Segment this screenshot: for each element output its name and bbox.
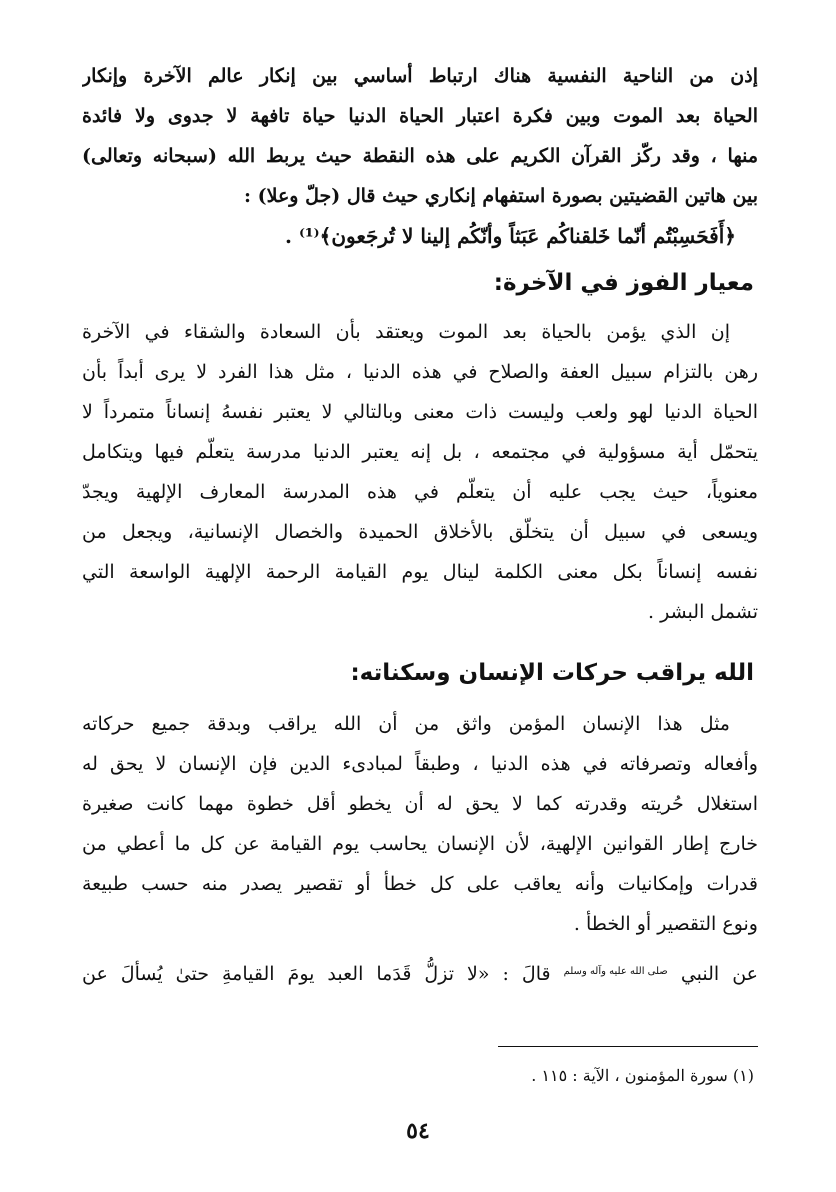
- text-line: منها ، وقد ركّز القرآن الكريم على هذه النقطة حيث يربط الله (سبحانه وتعالى): [82, 145, 758, 167]
- text-line: رهن بالتزام سبيل العفة والصلاح في هذه الدنيا ، مثل هذا الفرد لا يرى أبداً بأن: [82, 361, 758, 383]
- text-line: خارج إطار القوانين الإلهية، لأن الإنسان يحاسب يوم القيامة عن كل ما أعطي من: [82, 833, 758, 855]
- section-heading-criterion: معيار الفوز في الآخرة:: [493, 270, 754, 296]
- text-line: قدرات وإمكانيات وأنه يعاقب على كل خطأ أو تقصير يصدر منه حسب طبيعة: [82, 873, 758, 895]
- page-number: ٥٤: [406, 1118, 430, 1144]
- text-line: تشمل البشر .: [648, 601, 758, 623]
- text-line: يتحمّل أية مسؤولية في مجتمعه ، بل إنه يعتبر الدنيا مدرسة يتعلّم فيها ويتكامل: [82, 441, 758, 463]
- section-heading-god-watches: الله يراقب حركات الإنسان وسكناته:: [350, 660, 754, 686]
- text-line: الحياة بعد الموت وبين فكرة اعتبار الحياة الدنيا حياة تافهة لا جدوى ولا فائدة: [82, 105, 758, 127]
- footnote: (١) سورة المؤمنون ، الآية : ١١٥ .: [531, 1066, 754, 1085]
- text-line: استغلال حُريته وقدرته كما لا يحق له أن يخطو أقل خطوة مهما كانت صغيرة: [82, 793, 758, 815]
- quran-verse: ﴿أَفَحَسِبْتُم أنّما خَلقناكُم عَبَثاً وأنّكُم إلينا لا تُرجَعون﴾⁽¹⁾ .: [285, 224, 736, 248]
- text-line: إن الذي يؤمن بالحياة بعد الموت ويعتقد بأن السعادة والشقاء في الآخرة: [82, 321, 730, 343]
- text-line: إذن من الناحية النفسية هناك ارتباط أساسي بين إنكار عالم الآخرة وإنكار: [82, 65, 758, 87]
- text-line: معنوياً، حيث يجب عليه أن يتعلّم في هذه المدرسة المعارف الإلهية ويجدّ: [82, 481, 758, 503]
- text-line: وأفعاله وتصرفاته في هذه الدنيا ، وطبقاً لمبادىء الدين فإن الإنسان لا يحق له: [82, 753, 758, 775]
- text-line: بين هاتين القضيتين بصورة استفهام إنكاري حيث قال (جلّ وعلا) :: [244, 185, 758, 207]
- text-line: الحياة الدنيا لهو ولعب وليست ذات معنى وبالتالي لا يعتبر نفسهُ إنساناً متمرداً لا: [82, 401, 758, 423]
- text-line: ويسعى في سبيل أن يتخلّق بالأخلاق الحميدة والخصال الإنسانية، ويجعل من: [82, 521, 758, 543]
- section-2-paragraph: [82, 704, 758, 944]
- page-body: [82, 56, 758, 994]
- hadith-line-start: عن النبي: [680, 963, 758, 985]
- text-line: نفسه إنساناً بكل معنى الكلمة لينال يوم القيامة الرحمة الإلهية الواسعة التي: [82, 561, 758, 583]
- blessing-glyph: صلى الله عليه وآله وسلم: [563, 966, 668, 977]
- footnote-divider: [498, 1046, 758, 1047]
- text-line: ونوع التقصير أو الخطأ .: [573, 913, 758, 935]
- section-1-paragraph: [82, 312, 758, 632]
- text-line: مثل هذا الإنسان المؤمن واثق من أن الله يراقب وبدقة جميع حركاته: [82, 713, 730, 735]
- hadith-line: [82, 954, 758, 994]
- hadith-line-end: قالَ : «لا تزلُّ قَدَما العبد يومَ القيامةِ حتىٰ يُسألَ عن: [82, 963, 551, 985]
- intro-paragraph: [82, 56, 758, 216]
